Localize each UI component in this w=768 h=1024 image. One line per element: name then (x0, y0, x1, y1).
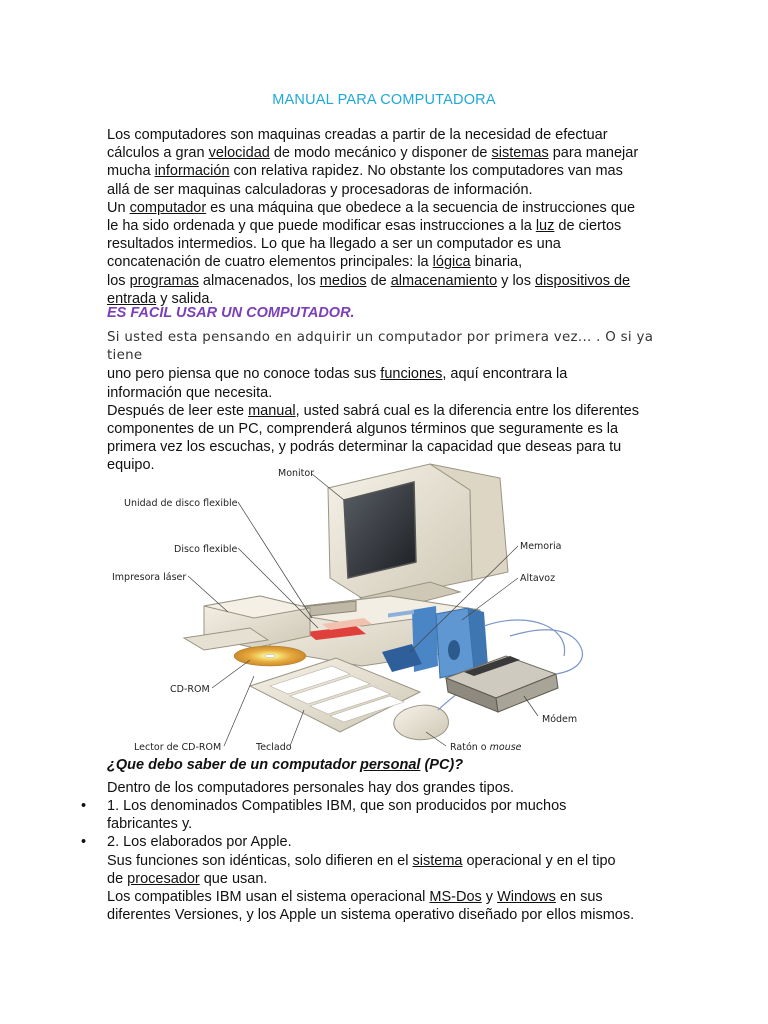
label-modem: Módem (542, 714, 578, 725)
monitor-icon (328, 464, 508, 610)
bullet-list (78, 797, 678, 924)
link-sistemas[interactable]: sistemas (491, 145, 549, 162)
label-floppy-disk: Disco flexible (174, 544, 238, 555)
label-speaker: Altavoz (520, 573, 556, 584)
cd-rom-disc-icon (234, 646, 306, 666)
intro-paragraph: Los computadores son maquinas creadas a partir de la necesidad de efectuar cálculos a gran velocidad de modo mecánico y disponer de sistemas para manejar mucha información con relativa rapidez. No obstante los computadores van mas allá de ser maquinas calculadoras y procesadoras de información. Un computador es una máquina que obedece a la secuencia de instrucciones que le ha sido ordenada y que puede modificar esas instrucciones a la luz de ciertos resultados intermedios. Lo que ha llegado a ser un computador es una concatenación de cuatro elementos principales: la lógica binaria, los programas almacenados, los medios de almacenamiento y los dispositivos de entrada y salida. (107, 127, 639, 307)
link-windows[interactable]: Windows (497, 889, 556, 906)
link-dispositivos[interactable]: dispositivos de (535, 272, 631, 289)
label-keyboard: Teclado (256, 742, 292, 753)
label-cd-rom: CD-ROM (170, 684, 210, 695)
paragraph-two: Si usted esta pensando en adquirir un computador por primera vez... . O si ya tiene uno pero piensa que no conoce todas sus funciones, aquí encontrara la información que necesita. Después de leer este manual, usted sabrá cual es la diferencia entre los diferentes componentes de un PC, comprenderá algunos términos que seguramente es la primera vez los escuchas, y podrás determinar la capacidad que deseas para tu equipo. (107, 330, 654, 474)
link-funciones[interactable]: funciones (380, 366, 443, 383)
link-personal[interactable]: personal (359, 757, 421, 773)
label-mouse: Ratón o mouse (450, 742, 522, 753)
heading-es-facil: ES FACIL USAR UN COMPUTADOR. (107, 305, 355, 321)
link-ms-dos[interactable]: MS-Dos (429, 889, 482, 906)
computer-components-illustration (100, 460, 660, 756)
heading-que-debo-saber: ¿Que debo saber de un computador personal (PC)? (107, 757, 464, 773)
bullet-marker: • (81, 798, 87, 814)
link-almacenamiento[interactable]: almacenamiento (390, 272, 498, 289)
link-velocidad[interactable]: velocidad (208, 145, 270, 162)
link-procesador[interactable]: procesador (127, 870, 200, 887)
link-computador[interactable]: computador (129, 199, 207, 216)
link-luz[interactable]: luz (535, 218, 555, 235)
label-floppy-drive: Unidad de disco flexible (124, 498, 238, 509)
paragraph-three: Dentro de los computadores personales hay dos grandes tipos. (107, 780, 515, 796)
bullet-marker: • (81, 834, 87, 851)
link-logica[interactable]: lógica (432, 254, 471, 271)
list-item: • 2. Los elaborados por Apple. Sus funciones son idénticas, solo difieren en el sistema operacional y en el tipo de procesador que usan. Los compatibles IBM usan el sistema operacional MS-Dos y Windows en sus diferentes Versiones, y los Apple un sistema operativo diseñado por ellos mismos. (78, 833, 678, 924)
link-informacion[interactable]: información (154, 163, 230, 180)
link-sistema[interactable]: sistema (412, 852, 463, 869)
link-manual[interactable]: manual (248, 402, 296, 419)
link-entrada[interactable]: entrada (107, 290, 157, 307)
label-monitor: Monitor (278, 468, 315, 479)
label-cd-reader: Lector de CD-ROM (134, 742, 222, 753)
label-memory: Memoria (520, 541, 562, 552)
link-programas[interactable]: programas (129, 272, 199, 289)
link-medios[interactable]: medios (319, 272, 367, 289)
cable-line (484, 620, 565, 656)
document-title: MANUAL PARA COMPUTADORA (272, 92, 496, 108)
list-item: • 1. Los denominados Compatibles IBM, que son producidos por muchos fabricantes y. (78, 797, 678, 833)
label-laser-printer: Impresora láser (112, 572, 187, 583)
